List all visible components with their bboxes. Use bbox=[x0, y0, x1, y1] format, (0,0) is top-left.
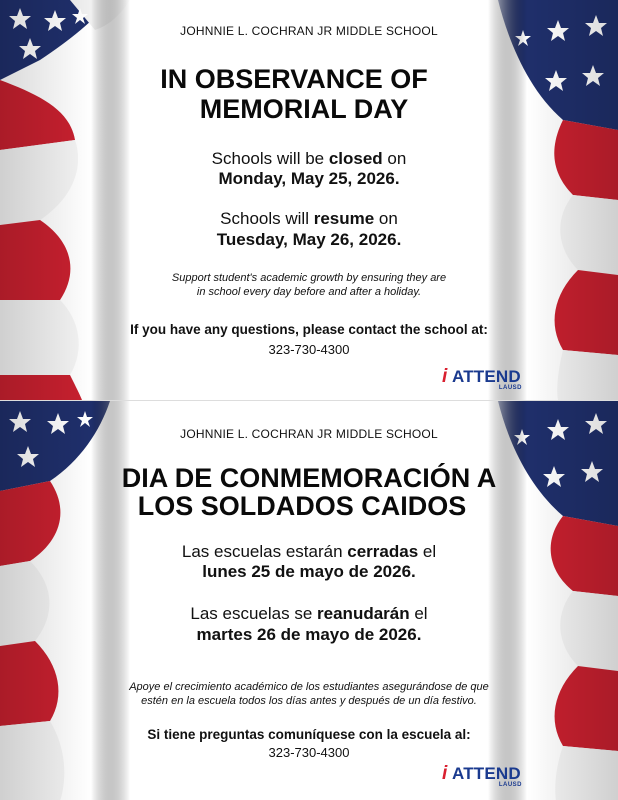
iattend-logo bbox=[442, 364, 526, 394]
closed-date: Monday, May 25, 2026. bbox=[218, 169, 400, 188]
contact-prompt: If you have any questions, please contact the school at: bbox=[130, 322, 488, 337]
resume-date: Tuesday, May 26, 2026. bbox=[216, 230, 402, 249]
logo-attend: ATTEND bbox=[452, 367, 521, 386]
spanish-content bbox=[0, 401, 618, 800]
logo-lausd: LAUSD bbox=[498, 385, 522, 391]
resume-pre-text: Schools will bbox=[220, 209, 314, 228]
logo-attend: ATTEND bbox=[452, 764, 521, 783]
resume-statement bbox=[0, 603, 618, 624]
spanish-notice bbox=[0, 400, 618, 800]
resume-statement bbox=[0, 208, 618, 229]
resume-date: martes 26 de mayo de 2026. bbox=[196, 625, 422, 644]
closed-date: lunes 25 de mayo de 2026. bbox=[202, 562, 416, 581]
page-title-line1: IN OBSERVANCE OF bbox=[160, 64, 428, 94]
page-title-line2: MEMORIAL DAY bbox=[199, 94, 409, 124]
logo-i: i bbox=[442, 763, 448, 784]
closed-pre-text: Schools will be bbox=[211, 149, 329, 168]
contact-prompt: Si tiene preguntas comuníquese con la escuela al: bbox=[147, 727, 471, 742]
closed-post-text: el bbox=[418, 542, 437, 561]
resume-keyword: reanudarán bbox=[317, 604, 410, 623]
closed-pre-text: Las escuelas estarán bbox=[181, 542, 348, 561]
page-title-line1: DIA DE CONMEMORACIÓN A bbox=[121, 463, 497, 493]
attendance-note-line1: Apoye el crecimiento académico de los estudiantes asegurándose de que bbox=[129, 681, 489, 693]
resume-keyword: resume bbox=[313, 209, 375, 228]
school-name: JOHNNIE L. COCHRAN JR MIDDLE SCHOOL bbox=[180, 427, 438, 441]
attendance-note-line2: in school every day before and after a holiday. bbox=[196, 286, 422, 298]
school-name: JOHNNIE L. COCHRAN JR MIDDLE SCHOOL bbox=[180, 24, 438, 38]
closed-post-text: on bbox=[382, 149, 407, 168]
page-title-line2: LOS SOLDADOS CAIDOS bbox=[137, 491, 467, 521]
attendance-note-line1: Support student's academic growth by ensuring they are bbox=[171, 272, 447, 284]
phone-number: 323-730-4300 bbox=[268, 745, 350, 760]
iattend-logo bbox=[442, 761, 526, 791]
attendance-note-line2: estén en la escuela todos los días antes y después de un día festivo. bbox=[141, 695, 477, 707]
resume-pre-text: Las escuelas se bbox=[190, 604, 318, 623]
closed-keyword: cerradas bbox=[347, 542, 419, 561]
logo-lausd: LAUSD bbox=[498, 782, 522, 788]
closed-statement bbox=[0, 541, 618, 562]
resume-post-text: on bbox=[374, 209, 398, 228]
closed-keyword: closed bbox=[328, 149, 383, 168]
closed-statement bbox=[0, 148, 618, 169]
resume-post-text: el bbox=[409, 604, 428, 623]
phone-number: 323-730-4300 bbox=[268, 342, 350, 357]
logo-i: i bbox=[442, 366, 448, 387]
